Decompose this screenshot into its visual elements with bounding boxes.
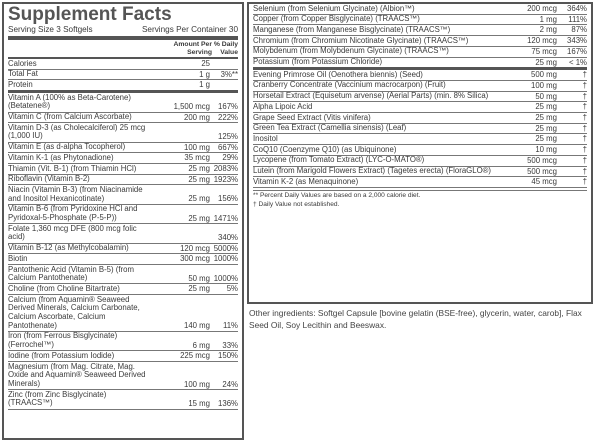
nutrient-name: Grape Seed Extract (Vitis vinifera)	[253, 112, 371, 122]
nutrient-amount: 225 mcg	[180, 351, 210, 361]
nutrient-daily-value: †	[582, 145, 587, 155]
nutrient-row	[8, 284, 238, 295]
nutrient-row	[8, 164, 238, 175]
nutrient-name: Lycopene (from Tomato Extract) (LYC-O-MATO®)	[253, 155, 425, 165]
nutrient-amount: 200 mcg	[527, 4, 557, 13]
nutrient-row	[8, 123, 238, 142]
nutrient-name: Selenium (from Selenium Glycinate) (Albion™)	[253, 3, 415, 13]
nutrient-daily-value: †	[582, 102, 587, 112]
nutrient-amount: 200 mg	[183, 112, 210, 122]
nutrient-name: Thiamin (Vit. B-1) (from Thiamin HCl)	[8, 163, 137, 173]
nutrient-amount: 100 mg	[183, 142, 210, 152]
nutrient-name: CoQ10 (Coenzyme Q10) (as Ubiquinone)	[253, 144, 397, 154]
nutrient-amount: 500 mcg	[527, 166, 557, 176]
nutrient-row	[8, 175, 238, 186]
nutrient-amount: 120 mcg	[527, 36, 557, 46]
nutrient-row	[8, 80, 238, 93]
nutrient-amount: 75 mcg	[531, 46, 557, 56]
nutrient-row	[253, 113, 587, 124]
nutrient-row	[8, 205, 238, 224]
nutrient-amount: 25	[201, 59, 210, 68]
nutrient-amount: 1 mg	[539, 14, 557, 24]
nutrient-name: Green Tea Extract (Camellia sinensis) (Leaf)	[253, 123, 407, 133]
nutrient-daily-value: 24%	[222, 379, 238, 389]
nutrient-name: Vitamin K-1 (as Phytonadione)	[8, 152, 114, 162]
nutrient-daily-value: 364%	[567, 4, 587, 13]
nutrient-amount: 45 mcg	[531, 177, 557, 187]
nutrient-row	[253, 15, 587, 26]
nutrient-name: Vitamin B-12 (as Methylcobalamin)	[8, 243, 129, 253]
nutrient-daily-value: 667%	[218, 142, 238, 152]
nutrient-daily-value: 5%	[226, 284, 238, 294]
nutrient-name: Vitamin A (100% as Beta-Carotene) (Betatene®)	[8, 92, 131, 111]
nutrient-name: Calories	[8, 58, 37, 68]
nutrient-name: Protein	[8, 79, 33, 89]
nutrient-daily-value: < 1%	[569, 57, 587, 67]
nutrient-amount: 25 mg	[188, 194, 210, 204]
nutrient-row	[8, 390, 238, 409]
servings-per-container: Servings Per Container 30	[141, 25, 238, 34]
nutrient-name: Horsetail Extract (Equisetum arvense) (Aerial Parts) (min. 8% Silica)	[253, 91, 489, 101]
nutrient-daily-value: †	[582, 155, 587, 165]
panel-title: Supplement Facts	[8, 4, 172, 25]
nutrient-daily-value: 11%	[222, 321, 238, 331]
nutrient-amount: 25 mg	[535, 123, 557, 133]
nutrient-amount: 25 mg	[188, 284, 210, 294]
nutrient-amount: 50 mg	[535, 91, 557, 101]
nutrient-amount: 100 mg	[183, 379, 210, 389]
nutrient-daily-value: 1000%	[213, 273, 238, 283]
nutrient-name: Manganese (from Manganese Bisglycinate) (TRAACS™)	[253, 24, 451, 34]
nutrient-name: Pantothenic Acid (Vitamin B-5) (from Calcium Pantothenate)	[8, 264, 134, 283]
nutrient-amount: 500 mg	[530, 70, 557, 80]
nutrient-daily-value: 340%	[218, 232, 238, 242]
nutrient-row	[253, 145, 587, 156]
nutrient-name: Molybdenum (from Molybdenum Glycinate) (TRAACS™)	[253, 46, 449, 56]
nutrient-row	[8, 153, 238, 164]
nutrient-daily-value: 1471%	[213, 213, 238, 223]
nutrient-daily-value: 1923%	[213, 174, 238, 184]
nutrient-row	[253, 167, 587, 178]
nutrient-amount: 35 mcg	[184, 153, 210, 163]
nutrient-name: Inositol	[253, 133, 278, 143]
nutrient-name: Vitamin D-3 (as Cholecalciferol) 25 mcg (1,000 IU)	[8, 122, 146, 141]
nutrient-row	[253, 36, 587, 47]
nutrient-amount: 25 mg	[535, 57, 557, 67]
nutrient-row	[8, 59, 238, 70]
nutrient-name: Niacin (Vitamin B-3) (from Niacinamide and Inositol Hexanicotinate)	[8, 184, 143, 203]
nutrient-amount: 25 mg	[535, 134, 557, 144]
nutrient-daily-value: 29%	[222, 153, 238, 163]
nutrient-row	[8, 70, 238, 81]
other-ingredients: Other ingredients: Softgel Capsule [bovine gelatin (BSE-free), glycerin, water, carob], Flax Seed Oil, Soy Lecithin and Beeswax.	[249, 308, 582, 330]
nutrient-name: Evening Primrose Oil (Oenothera biennis) (Seed)	[253, 69, 423, 79]
col-dv-label: % Daily Value	[213, 41, 238, 56]
serving-info	[8, 25, 238, 40]
nutrient-daily-value: 222%	[218, 112, 238, 122]
nutrient-name: Vitamin C (from Calcium Ascorbate)	[8, 112, 132, 122]
nutrient-name: Lutein (from Marigold Flowers Extract) (Tagetes erecta) (FloraGLO®)	[253, 166, 491, 176]
serving-size: Serving Size 3 Softgels	[8, 25, 93, 34]
nutrient-row	[8, 244, 238, 255]
nutrient-daily-value: 1000%	[213, 254, 238, 264]
nutrient-amount: 6 mg	[192, 340, 210, 350]
nutrient-daily-value: 167%	[218, 101, 238, 111]
col-amount-label: Amount Per Serving	[173, 41, 212, 56]
nutrient-row	[253, 177, 587, 188]
column-header	[8, 40, 238, 59]
nutrient-row	[253, 156, 587, 167]
nutrient-amount: 100 mg	[530, 80, 557, 90]
nutrient-row	[253, 25, 587, 36]
nutrient-daily-value: †	[582, 134, 587, 144]
nutrient-name: Calcium (from Aquamin® Seaweed Derived Minerals, Calcium Carbonate, Calcium Ascorbate, Calcium Pantothenate)	[8, 294, 140, 330]
nutrient-name: Biotin	[8, 253, 28, 263]
nutrient-row	[8, 254, 238, 265]
nutrient-name: Iodine (from Potassium Iodide)	[8, 350, 115, 360]
supplement-facts-left-panel	[2, 2, 244, 440]
nutrient-name: Vitamin K-2 (as Menaquinone)	[253, 176, 359, 186]
nutrient-row	[253, 70, 587, 81]
nutrient-name: Magnesium (from Mag. Citrate, Mag. Oxide and Aquamin® Seaweed Derived Minerals)	[8, 361, 146, 388]
nutrient-daily-value: 87%	[571, 25, 587, 35]
nutrient-amount: 120 mcg	[180, 243, 210, 253]
nutrient-daily-value: 111%	[568, 14, 587, 24]
nutrient-amount: 1,500 mcg	[173, 101, 210, 111]
nutrient-name: Chromium (from Chromium Nicotinate Glycinate) (TRAACS™)	[253, 35, 469, 45]
nutrient-daily-value: 156%	[218, 194, 238, 204]
nutrient-row	[253, 134, 587, 145]
nutrient-daily-value: †	[582, 113, 587, 123]
nutrient-name: Copper (from Copper Bisglycinate) (TRAACS™)	[253, 14, 420, 24]
nutrient-amount: 25 mg	[188, 174, 210, 184]
nutrient-daily-value: †	[582, 123, 587, 133]
nutrient-daily-value: 3%**	[220, 69, 238, 79]
nutrient-name: Iron (from Ferrous Bisglycinate) (Ferrochel™)	[8, 331, 118, 350]
supplement-facts-right-panel	[247, 2, 593, 304]
nutrient-row	[8, 362, 238, 390]
nutrient-row	[8, 113, 238, 124]
nutrient-daily-value: †	[582, 80, 587, 90]
nutrient-name: Folate 1,360 mcg DFE (800 mcg folic acid)	[8, 223, 137, 242]
nutrient-row	[253, 58, 587, 71]
nutrient-daily-value: 150%	[218, 351, 238, 361]
nutrient-daily-value: †	[582, 166, 587, 176]
nutrient-daily-value: 125%	[218, 131, 238, 141]
nutrient-name: Total Fat	[8, 69, 38, 79]
nutrient-amount: 25 mg	[188, 164, 210, 174]
nutrient-name: Potassium (from Potassium Chloride)	[253, 57, 383, 67]
nutrient-row	[253, 92, 587, 103]
nutrient-daily-value: 33%	[222, 340, 238, 350]
nutrient-row	[253, 4, 587, 15]
nutrient-daily-value: 136%	[218, 398, 238, 408]
nutrient-row	[253, 47, 587, 58]
nutrient-name: Vitamin B-6 (from Pyridoxine HCl and Pyridoxal-5-Phosphate (P-5-P))	[8, 204, 138, 223]
nutrient-row	[253, 102, 587, 113]
nutrient-name: Choline (from Choline Bitartrate)	[8, 283, 120, 293]
footnote-dv-not-established: † Daily Value not established.	[253, 200, 340, 208]
nutrient-amount: 25 mg	[188, 213, 210, 223]
footnote-daily-value-basis: ** Percent Daily Values are based on a 2,000 calorie diet.	[253, 191, 421, 199]
footnotes	[253, 190, 587, 209]
nutrient-row	[8, 185, 238, 204]
right-nutrient-table	[253, 4, 587, 188]
nutrient-row	[8, 351, 238, 362]
nutrient-amount: 15 mg	[188, 398, 210, 408]
nutrient-name: Cranberry Concentrate (Vaccinium macrocarpon) (Fruit)	[253, 80, 446, 90]
nutrient-amount: 2 mg	[539, 25, 557, 35]
nutrient-name: Riboflavin (Vitamin B-2)	[8, 174, 90, 184]
nutrient-name: Zinc (from Zinc Bisglycinate) (TRAACS™)	[8, 389, 107, 408]
nutrient-amount: 300 mcg	[180, 254, 210, 264]
nutrient-amount: 140 mg	[183, 321, 210, 331]
nutrient-amount: 25 mg	[535, 113, 557, 123]
nutrient-row	[253, 124, 587, 135]
nutrient-daily-value: †	[582, 177, 587, 187]
nutrient-row	[8, 93, 238, 112]
nutrient-daily-value: †	[582, 91, 587, 101]
nutrient-row	[8, 332, 238, 351]
nutrient-row	[8, 295, 238, 332]
nutrient-name: Vitamin E (as d-alpha Tocopherol)	[8, 142, 126, 152]
nutrient-amount: 1 g	[199, 69, 210, 79]
nutrient-row	[8, 265, 238, 284]
nutrient-amount: 500 mcg	[527, 155, 557, 165]
nutrient-amount: 50 mg	[188, 273, 210, 283]
nutrient-daily-value: †	[582, 70, 587, 80]
left-nutrient-table	[8, 59, 238, 410]
nutrient-row	[253, 81, 587, 92]
nutrient-amount: 25 mg	[535, 102, 557, 112]
nutrient-daily-value: 343%	[567, 36, 587, 46]
nutrient-amount: 10 mg	[535, 145, 557, 155]
nutrient-row	[8, 143, 238, 154]
nutrient-name: Alpha Lipoic Acid	[253, 101, 313, 111]
nutrient-amount: 1 g	[199, 80, 210, 90]
nutrient-daily-value: 5000%	[213, 243, 238, 253]
nutrient-row	[8, 224, 238, 243]
nutrient-daily-value: 167%	[567, 46, 587, 56]
nutrient-daily-value: 2083%	[213, 164, 238, 174]
